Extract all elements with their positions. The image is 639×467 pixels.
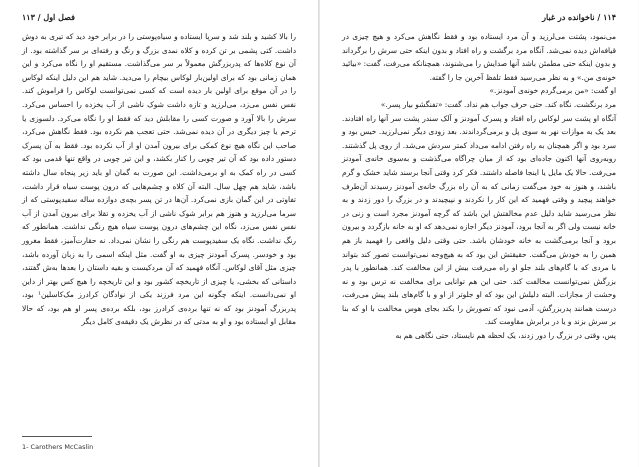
page-header: ۱۱۴ / ناخوانده در غبار bbox=[542, 12, 616, 22]
paragraph: آنگاه او پشت سر لوکاس راه افتاد و پسرک آمودنز و آلک سندر پشت سر آنها راه افتادند. بعد یک به موازات نهر به سوی پل و برمی‌گرداندند. بعد زودی دیگر نمی‌لرزید. خیس بود و سرد بود و اگر همچنان به راه رفتن ادامه می‌داد کمتر سردش می‌شد. از روی پل گذشتند. روبه‌روی آنها اکنون جاده‌ای بود که از میان چراگاه می‌گذشت و به‌سوی خانه‌ی آمودنز می‌رفت. حالا یک مایل یا اینجا فاصله داشتند. فکر کرد وقتی آنجا برسند شاید خشک و گرم باشند، و هنوز به خود می‌گفت زمانی که به آن راه بزرگ خانه‌ی آمودنز رسیدند آن‌طرف خواهند پیچید و وقتی فهمید که این کار را نکردند و نپیچیدند و در بزرگ را دور زدند و به نظر می‌رسید شاید دلیل عدم مخالفتش این باشد که گرچه آمودنز مجرد است و زنی در خانه نیست ولی اگر به آنجا برود، آمودنز دیگر اجازه نمی‌دهد که او به خانه بازگردد و بیرون برود و آنجا برمی‌گشت به خانه خودشان باشد. حتی وقتی دلیل واقعی را فهمید باز هم همین را به خودش می‌گفت. حقیقتش این بود که به هیچ‌وجه نمی‌توانست تصور کند بتواند با مردی که با گام‌های بلند جلو او راه می‌رفت بیش از این مخالفت کند. همانطور با پدر بزرگش نمی‌توانست مخالفت کند. حتی این هم توانایی برای مخالفت نه ترس بود و نه وحشت از مجازات. البته دلیلش این بود که او جلوتر از او و با گام‌های بلند پیش می‌رفت، درست همانند پدربزرگش، آدمی نبود که تصورش را بکند بجای هوس مخالفت با او که بنا بر سرش بزند و یا در برابرش مقاومت کند. bbox=[342, 113, 616, 327]
right-page bbox=[319, 0, 638, 467]
left-page bbox=[0, 0, 319, 467]
footnote: 1- Carothers McCaslin bbox=[22, 443, 94, 451]
paragraph: او گفت: «من برمی‌گردم خونه‌ی آمودنز.» bbox=[489, 86, 616, 96]
page-header: فصل اول / ۱۱۳ bbox=[22, 12, 75, 22]
page-body bbox=[342, 30, 616, 343]
footnote-divider bbox=[22, 436, 92, 437]
page-body bbox=[22, 30, 296, 329]
paragraph: می‌نمود، پشتت می‌لرزید و آن مرد ایستاده بود و فقط نگاهش می‌کرد و هیچ چیزی در قیافه‌اش دیده نمی‌شد. آنگاه مرد برگشت و راه افتاد و بدون اینکه حتی سرش را برگرداند و بدون اینکه حتی مطمئن باشد آنها صدایش را می‌شنوند، همچنانکه می‌رفت، گفت: «بیائید خونه‌ی من.» و به نظر می‌رسید فقط تلفظ آخرین جا را گفته. bbox=[342, 32, 616, 82]
paragraph: مرد برنگشت. نگاه کند. حتی حرف جواب هم نداد. گفت: «تفنگشو بیار پسر.» bbox=[380, 99, 616, 109]
paragraph: پس، وقتی در بزرگ را دور زدند، یک لحظه هم نایستاد، حتی نگاهی هم به bbox=[395, 331, 616, 341]
paragraph: را بالا کشید و بلند شد و سرپا ایستاده و سیاه‌پوستی را در برابر خود دید که تیری به دوش داشت. کتی پشمی بر تن کرده و کلاه نمدی بزرگ و رنگ و رفته‌ای بر سر گذاشته بود. از آن نوع کلاه‌ها که پدربزرگش معمولاً بر سر می‌گذاشت. مستقیم او را نگاه می‌کرد و این همان زمانی بود که برای اولین‌بار لوکاس بیچام را می‌دید. شاید هم این دلیل اینکه لوکاس را در آن موقع برای اولین بار دیده است که کسی نمی‌توانست لوکاس را فراموش کند. نفس نفس می‌زد، می‌لرزید و تازه داشت شوک ناشی از آب یخزده را احساس می‌کرد. سرش را بالا آورد و صورت کسی را مقابلش دید که فقط او را نگاه می‌کرد. دلسوزی یا ترحم یا چیز دیگری در آن دیده نمی‌شد. حتی تعجب هم نکرده بود. فقط نگاهش می‌کرد، صاحب این نگاه هیچ نوع کمکی برای بیرون آمدن او از آب نکرده بود. فقط به آن پسرک دستور داده بود که آن تیر چوبی را کنار بکشد، و این تیر چوبی در واقع تنها قدمی بود که کسی در راه کمک به او برمی‌داشت. این صورت به گمان او باید زیر پنجاه سال داشته باشد، شاید هم چهل سال. البته آن کلاه و چشم‌هایی که درون پوست سیاه قرار داشت، تفاوتی در این گمان بازی نمی‌کرد. آن‌ها در تن پسر بچه‌ی دوازده ساله سفیدپوستی که از سرما می‌لرزید و هنوز هم برابر شوک ناشی از آب یخزده و تقلا برای بیرون آمدن از آب نفس نفس می‌زد، نگاه این چشم‌های درون پوست سیاه هیچ رنگی نداشت. همانطور که رنگ نداشت. نگاه یک سفیدپوست هم رنگی را نشان نمی‌داد. نه حقارت‌آمیز، فقط مغرور بود و خودسر. پسرک آمودنز چیزی به او گفت. مثل اینکه اسمی را به زبان آورده باشد، چیزی مثل آقای لوکاس. آنگاه فهمید که آن مردکیست و بقیه داستان را بعدها به‌ش گفتند، داستانی که بخشی، یا چیزی از تاریخچه کشور بود و این تاریخچه را هیچ کس بهتر از داین او نمی‌دانست. اینکه چگونه این مرد فرزند یکی از نوادگان کرادرز مک‌کاسلین¹ بود، پدربزرگ آمودنز بود که نه تنها برده‌ی کرادرز بود، بلکه برده‌ی پسر او هم بود، که حالا مقابل او ایستاده بود و او به مدتی که در نظرش یک دقیقه‌ی کامل دیگر bbox=[22, 32, 296, 327]
